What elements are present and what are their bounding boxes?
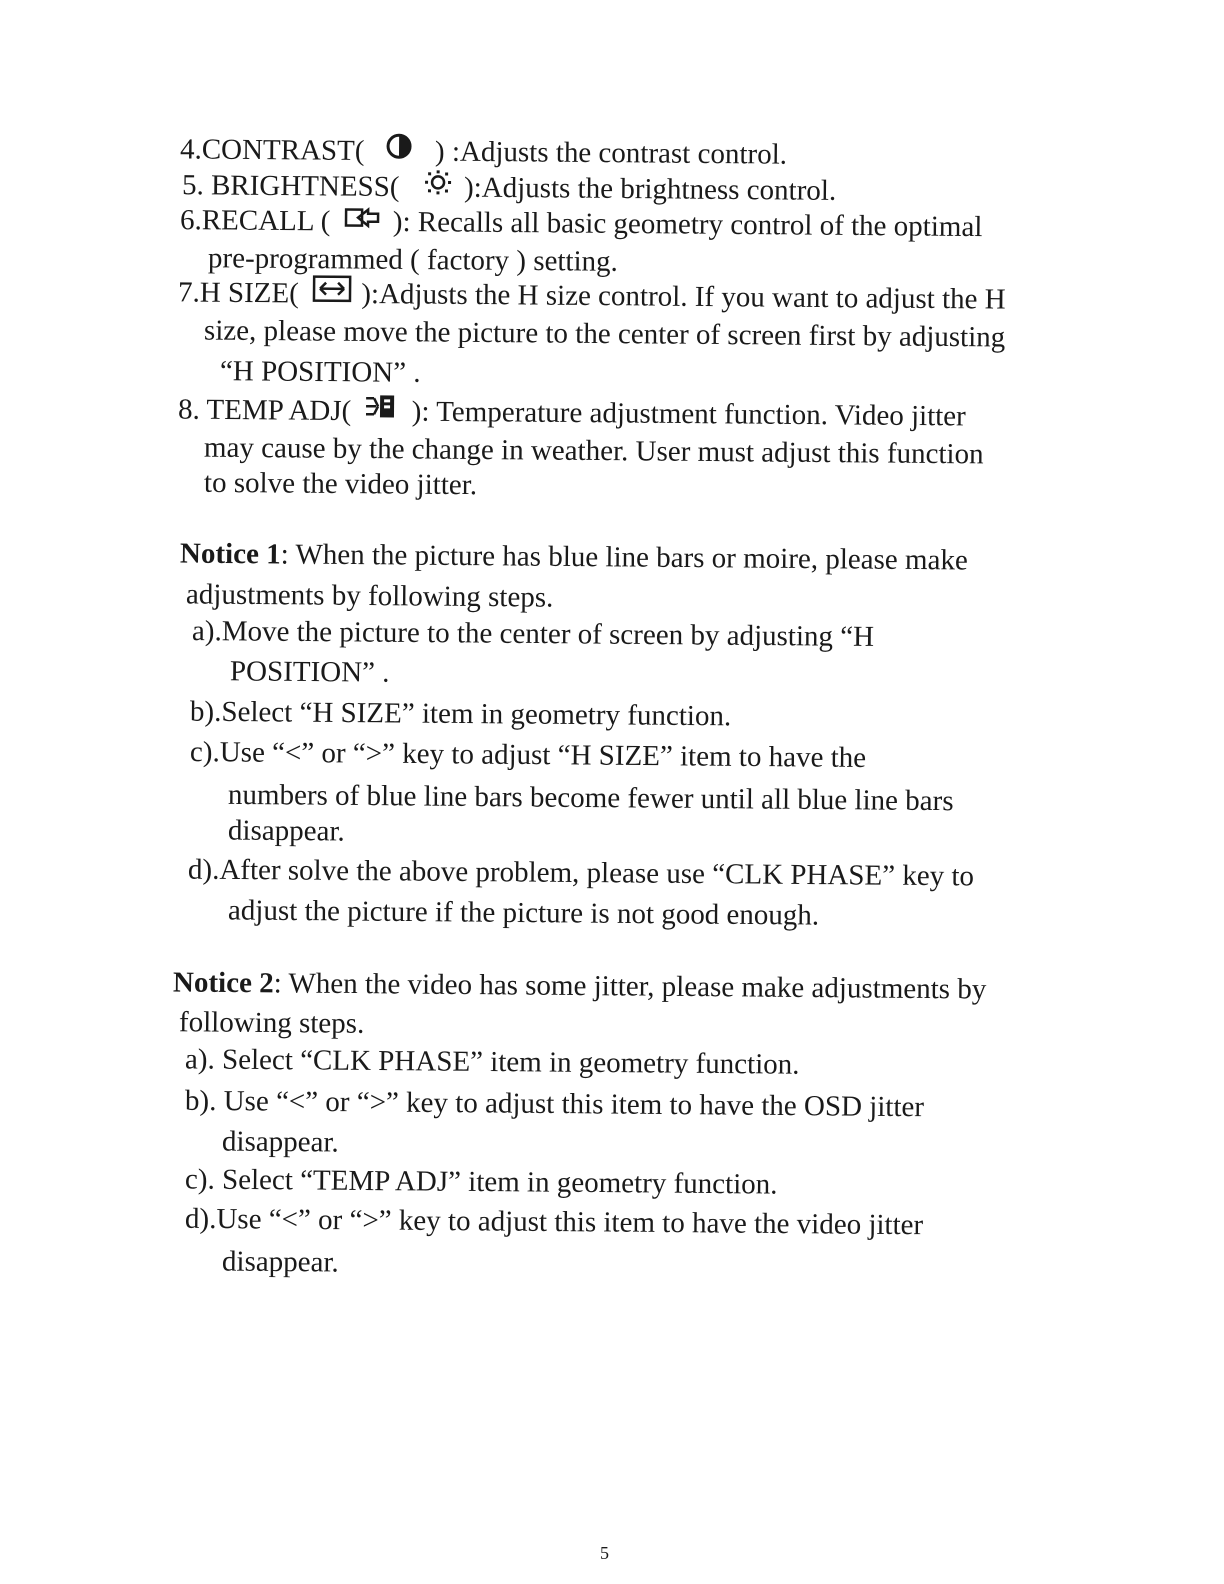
- h-size-description: ):Adjusts the H size control. If you want to adjust the H: [361, 277, 1006, 316]
- temp-adj-label: 8. TEMP ADJ(: [177, 393, 352, 428]
- recall-icon: [343, 203, 379, 239]
- temp-adj-description-continued: may cause by the change in weather. User must adjust this function: [203, 431, 984, 471]
- notice-1-intro: : When the picture has blue line bars or moire, please make: [280, 538, 968, 577]
- h-size-icon: [312, 274, 352, 311]
- notice-1-step-d-continued: adjust the picture if the picture is not good enough.: [227, 894, 820, 932]
- temperature-icon: [364, 392, 398, 429]
- recall-description: ): Recalls all basic geometry control of the optimal: [392, 205, 983, 244]
- h-size-label: 7.H SIZE(: [177, 276, 299, 310]
- notice-2-heading: [173, 964, 987, 1007]
- contrast-icon: [384, 132, 414, 168]
- notice-2-step-d: d).Use “<” or “>” key to adjust this item to have the video jitter: [184, 1202, 924, 1242]
- contrast-label: 4.CONTRAST(: [179, 133, 365, 167]
- notice-2-intro: : When the video has some jitter, please make adjustments by: [273, 967, 987, 1006]
- notice-1-step-a: a).Move the picture to the center of screen by adjusting “H: [191, 615, 875, 653]
- recall-description-continued: pre-programmed ( factory ) setting.: [207, 242, 619, 278]
- brightness-description: ):Adjusts the brightness control.: [463, 171, 837, 207]
- contrast-description: ) :Adjusts the contrast control.: [434, 135, 788, 171]
- brightness-label: 5. BRIGHTNESS(: [181, 169, 400, 204]
- notice-1-heading: [180, 536, 968, 579]
- notice-2-step-b: b). Use “<” or “>” key to adjust this item to have the OSD jitter: [184, 1084, 925, 1124]
- notice-2-step-c: c). Select “TEMP ADJ” item in geometry function.: [184, 1163, 778, 1201]
- temp-adj-description: ): Temperature adjustment function. Video jitter: [411, 395, 966, 433]
- notice-2-step-a: a). Select “CLK PHASE” item in geometry function.: [184, 1043, 800, 1081]
- brightness-icon: [421, 168, 455, 205]
- page-number: 5: [600, 1543, 609, 1563]
- h-size-description-continued: size, please move the picture to the center of screen first by adjusting: [203, 314, 1006, 354]
- recall-label: 6.RECALL (: [179, 204, 331, 238]
- notice-1-label: Notice 1: [179, 537, 281, 571]
- h-size-description-end: “H POSITION” .: [219, 355, 421, 389]
- notice-1-step-c-end: disappear.: [227, 814, 345, 848]
- temp-adj-description-end: to solve the video jitter.: [203, 466, 478, 502]
- notice-2-step-b-continued: disappear.: [221, 1125, 339, 1159]
- notice-1-step-c: c).Use “<” or “>” key to adjust “H SIZE” item to have the: [189, 736, 867, 774]
- notice-1-intro-continued: adjustments by following steps.: [185, 578, 554, 614]
- notice-1-step-d: d).After solve the above problem, please use “CLK PHASE” key to: [187, 853, 975, 893]
- notice-1-step-b: b).Select “H SIZE” item in geometry function.: [189, 695, 732, 733]
- notice-1-step-a-continued: POSITION” .: [229, 655, 390, 689]
- notice-2-label: Notice 2: [172, 966, 274, 1000]
- notice-2-step-d-continued: disappear.: [221, 1245, 339, 1279]
- notice-2-intro-continued: following steps.: [178, 1006, 365, 1040]
- notice-1-step-c-continued: numbers of blue line bars become fewer until all blue line bars: [227, 778, 954, 818]
